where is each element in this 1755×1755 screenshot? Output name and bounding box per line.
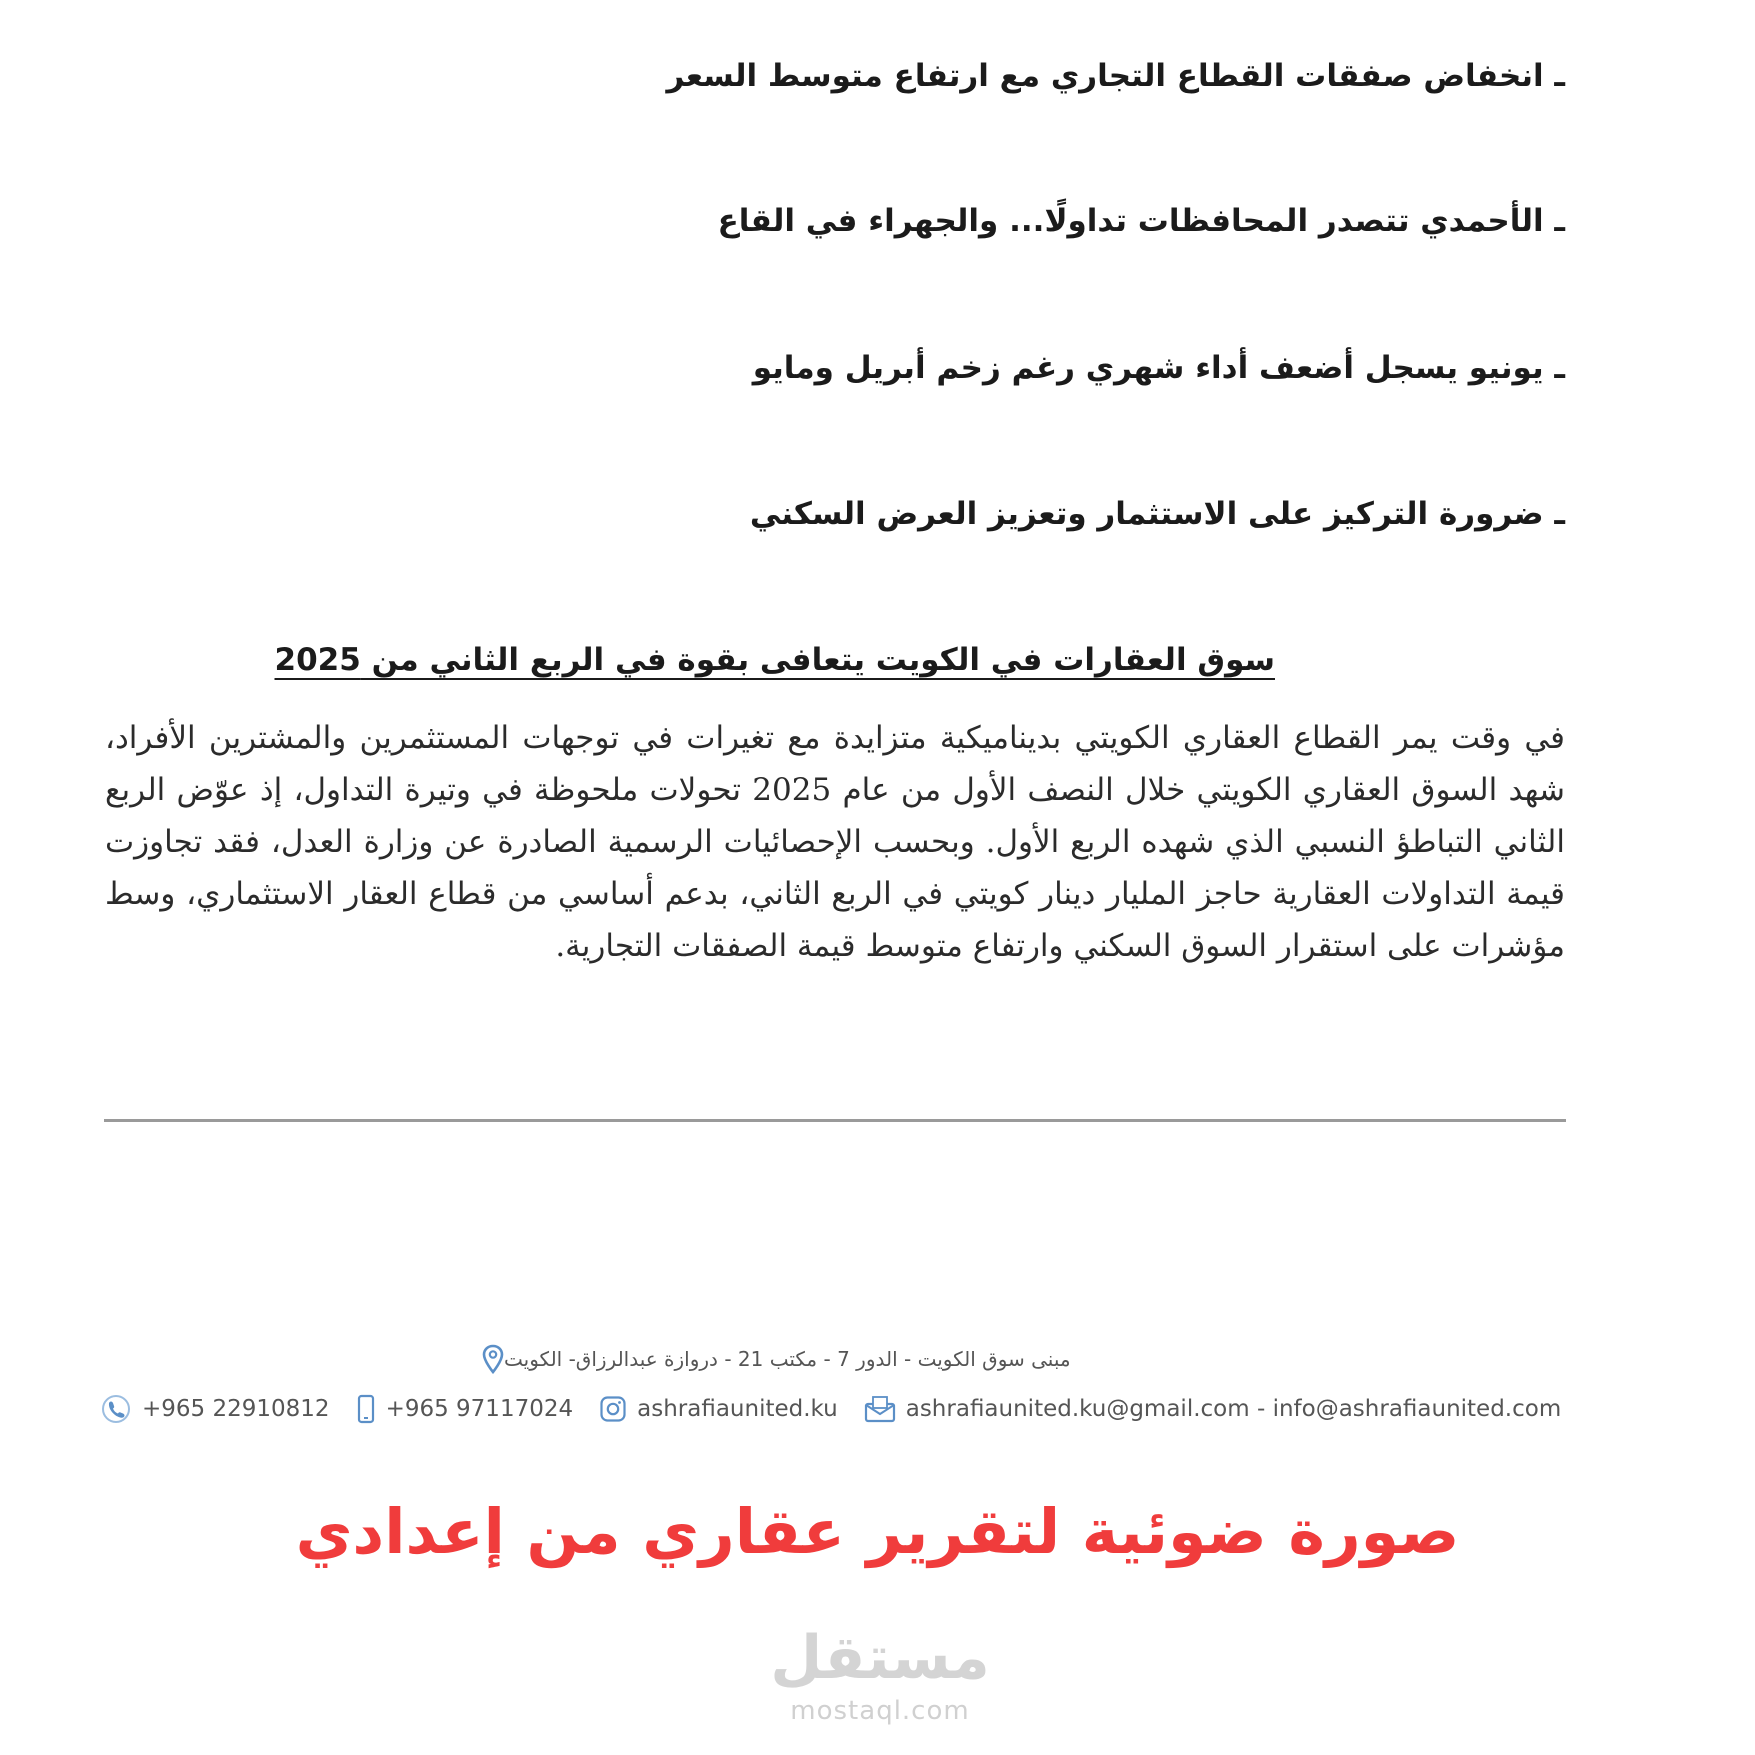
phone-icon: [100, 1394, 132, 1424]
image-caption: صورة ضوئية لتقرير عقاري من إعدادي: [295, 1495, 1460, 1568]
instagram-text: ashrafiaunited.ku: [637, 1396, 838, 1422]
contact-email[interactable]: [864, 1395, 1562, 1423]
footer-contacts: [100, 1389, 1570, 1429]
article-body: في وقت يمر القطاع العقاري الكويتي بديناميكية متزايدة مع تغيرات في توجهات المستثمرين والمشترين الأفراد، شهد السوق العقاري الكويتي خلال النصف الأول من عام 2025 تحولات ملحوظة في وتيرة التداول، إذ عوّض الربع الثاني التباطؤ النسبي الذي شهده الربع الأول. وبحسب الإحصائيات الرسمية الصادرة عن وزارة العدل، فقد تجاوزت قيمة التداولات العقارية حاجز المليار دينار كويتي في الربع الثاني، بدعم أساسي من قطاع العقار الاستثماري، وسط مؤشرات على استقرار السوق السكني وارتفاع متوسط قيمة الصفقات التجارية.: [105, 720, 1566, 964]
email-icon: [864, 1395, 896, 1423]
address-text: مبنى سوق الكويت - الدور 7 - مكتب 21 - دروازة عبدالرزاق- الكويت: [504, 1347, 1071, 1371]
watermark-arabic: مستقل: [770, 1623, 990, 1693]
email-text: ashrafiaunited.ku@gmail.com - info@ashrafiaunited.com: [905, 1396, 1562, 1422]
phone-text: +965 22910812: [142, 1396, 330, 1422]
article-heading-text: سوق العقارات في الكويت يتعافى بقوة في الربع الثاني من 2025: [274, 642, 1275, 678]
watermark-latin: mostaql.com: [790, 1696, 970, 1726]
mostaql-watermark: [760, 1620, 1000, 1740]
bullet-point: ـ يونيو يسجل أضعف أداء شهري رغم زخم أبريل ومايو: [752, 350, 1565, 386]
footer-divider: [104, 1119, 1566, 1122]
mobile-text: +965 97117024: [385, 1396, 574, 1422]
contact-mobile[interactable]: [356, 1394, 574, 1424]
contact-instagram[interactable]: [599, 1395, 838, 1423]
footer-address: [470, 1341, 1160, 1377]
bullet-point: ـ الأحمدي تتصدر المحافظات تداولًا... والجهراء في القاع: [717, 203, 1565, 239]
location-pin-icon: [482, 1344, 504, 1374]
contact-phone[interactable]: [100, 1394, 330, 1424]
bullet-point: ـ ضرورة التركيز على الاستثمار وتعزيز العرض السكني: [749, 496, 1565, 532]
article-heading: [274, 642, 1275, 678]
bullet-point: ـ انخفاض صفقات القطاع التجاري مع ارتفاع متوسط السعر: [666, 58, 1565, 94]
mobile-phone-icon: [356, 1394, 376, 1424]
instagram-icon: [599, 1395, 627, 1423]
